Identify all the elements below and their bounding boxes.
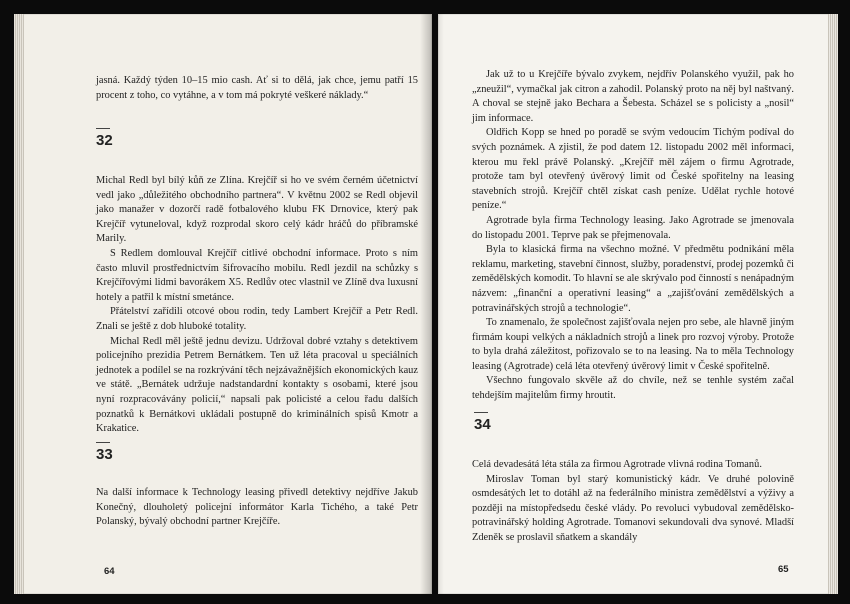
paragraph: S Redlem domlouval Krejčíř citlivé obchodní informace. Proto s ním často mluvil prostřednictvím šifrovacího mobilu. Redl jezdil na schůzky s Krejčířovými lidmi bavorákem X5. Redlův otec vlastnil ve Zlíně dva luxusní hotely a patřil k místní smetánce.	[96, 247, 418, 303]
paragraph: Jak už to u Krejčíře bývalo zvykem, nejdřív Polanského využil, pak ho „zneužil“, vymačkal jak citron a zahodil. Polanský proto na něj byl naštvaný. A choval se stejně jako Bechara a Šebesta. Scházel se s policisty a „nosil“ jim informace.	[472, 69, 794, 124]
paragraph: Přátelství zařídili otcové obou rodin, tedy Lambert Krejčíř a Petr Redl. Znali se ještě z dob hluboké totality.	[96, 306, 418, 332]
left-page-edges	[14, 14, 24, 594]
right-page-edges	[828, 14, 838, 594]
paragraph: Michal Redl byl bílý kůň ze Zlína. Krejčíř si ho ve svém černém účetnictví vedl jako „důležitého obchodního partnera“. V květnu 2002 se Redl objevil jako manažer v dozorčí radě fotbalového klubu FK Drnovice, který pak Krejčíř vytuneloval, když rozprodal skoro celý kádr hráčů do příbramské Marily.	[96, 175, 418, 245]
paragraph: To znamenalo, že společnost zajišťovala nejen pro sebe, ale hlavně jiným firmám koupi velkých a nákladních strojů a linek pro rozvoj výroby. Protože to byla drahá záležitost, pořizovalo se to na leasing. Na to měla Technology leasing (Agrotrade) celá léta otevřený úvěrový limit v České spořitelně.	[472, 317, 794, 372]
page-number-right: 65	[778, 564, 789, 575]
chapter-heading-32: 32	[96, 132, 113, 149]
chapter-33-body	[96, 486, 418, 530]
paragraph: Byla to klasická firma na všechno možné. V předmětu podnikání měla reklamu, marketing, stavební činnost, služby, poradenství, prodej pozemků či zemědělských komodit. To hlavní se ale skrývalo pod činností s nenápadným názvem: „finanční a operativní leasing“ a „zajišťování zemědělských a potravinářských strojů a technologie“.	[472, 244, 794, 314]
page-number-left: 64	[104, 566, 115, 577]
book-gutter-shadow	[420, 14, 444, 594]
chapter-33-bar	[96, 442, 110, 443]
chapter-34-bar	[474, 412, 488, 413]
right-top-body	[472, 68, 794, 404]
paragraph: Oldřich Kopp se hned po poradě se svým vedoucím Tichým podíval do svých poznámek. A zjistil, že pod datem 12. listopadu 2002 měl informaci, kterou mu řekl právě Polanský. „Krejčíř měl zájem o firmu Agrotrade, protože tam byl otevřený úvěrový limit od České spořitelny na leasing stavebních strojů. Krejčíř chtěl získat cash peníze. Udělat rychle hotové peníze.“	[472, 127, 794, 212]
chapter-32-body	[96, 174, 418, 437]
paragraph: Všechno fungovalo skvěle až do chvíle, než se tenhle systém začal tehdejším majitelům firmy hroutit.	[472, 375, 794, 402]
chapter-32-bar	[96, 128, 110, 129]
chapter-heading-34: 34	[474, 416, 491, 433]
paragraph: Miroslav Toman byl starý komunistický kádr. Ve druhé polovině osmdesátých let to dotáhl až na federálního ministra zemědělství a výživy a později na místopředsedu české vlády. Po revoluci vybudoval zemědělsko-potravinářský holding Agrotrade. Tomanovi sekundovali dva synové. Mladší Zdeněk se proslavil sňatkem a skandály	[472, 473, 794, 543]
left-top-paragraph: jasná. Každý týden 10–15 mio cash. Ať si to dělá, jak chce, jemu patří 15 procent z toho, co vytáhne, a v tom má pokryté veškeré náklady.“	[96, 75, 418, 101]
paragraph: Michal Redl měl ještě jednu devizu. Udržoval dobré vztahy s detektivem policejního prezidia Petrem Bernátkem. Ten už léta pracoval u speciálních jednotek a podílel se na rozkrývání těch nejzávažnějších ekonomických kauz ve státě. „Bernátek udržuje nadstandardní kontakty s osobami, které jsou nyní rozpracovávány policií,“ napsali pak policisté a celou řadu dalších poznatků k Bernátkovi ukládali postupně do kriminálních spisů Kmotr a Krakatice.	[96, 335, 418, 435]
paragraph: Celá devadesátá léta stála za firmou Agrotrade vlivná rodina Tomanů.	[472, 459, 762, 470]
chapter-heading-33: 33	[96, 446, 113, 463]
chapter-34-body	[472, 458, 794, 546]
paragraph: Na další informace k Technology leasing přivedl detektivy nejdříve Jakub Konečný, dlouholetý policejní informátor Karla Tichého, a také Petr Polanský, bývalý obchodní partner Krejčíře.	[96, 487, 418, 528]
paragraph: Agrotrade byla firma Technology leasing. Jako Agrotrade se jmenovala do listopadu 2001. Teprve pak se přejmenovala.	[472, 214, 794, 241]
